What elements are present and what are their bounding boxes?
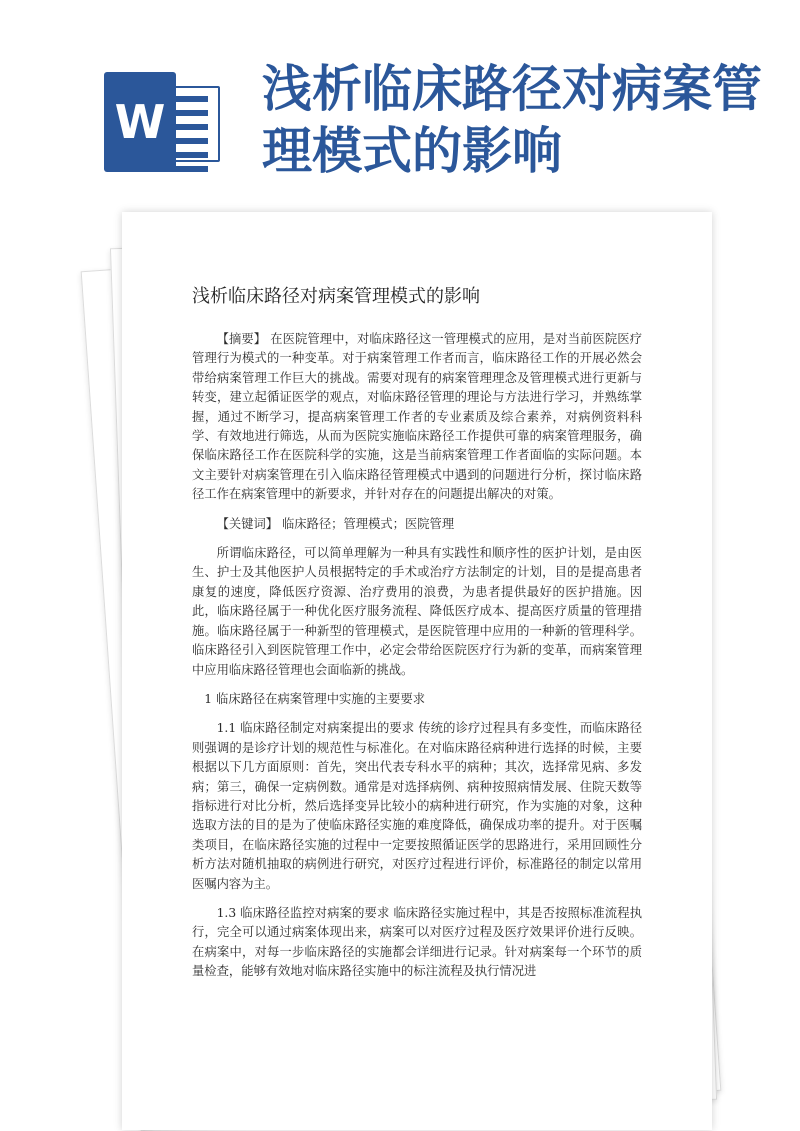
document-body: [192, 330, 642, 992]
header: [0, 0, 800, 210]
section-paragraph: 1.1 临床路径制定对病案提出的要求 传统的诊疗过程具有多变性，而临床路径则强调的是诊疗计划的规范性与标准化。在对临床路径病种进行选择的时候，主要根据以下几方面原则：首先，突出代表专科水平的病种；其次，选择常见病、多发病；第三，确保一定病例数。通常是对选择病例、病种按照病情发展、住院天数等指标进行对比分析，然后选择变异比较小的病种进行研究，作为实施的对象，这种选取方法的目的是为了使临床路径实施的难度降低，确保成功率的提升。对于医嘱类项目，在临床路径实施的过程中一定要按照循证医学的思路进行，采用回顾性分析方法对随机抽取的病例进行研究，对医疗过程进行评价，标准路径的制定以常用医嘱内容为主。: [192, 721, 642, 891]
keywords-paragraph: 【关键词】 临床路径；管理模式；医院管理: [216, 516, 455, 531]
document-title: 浅析临床路径对病案管理模式的影响: [192, 286, 480, 307]
document-page: [122, 212, 712, 1130]
abstract-paragraph: 【摘要】 在医院管理中，对临床路径这一管理模式的应用，是对当前医院医疗管理行为模式的一种变革。对于病案管理工作者而言，临床路径工作的开展必然会带给病案管理工作巨大的挑战。需要对现有的病案管理理念及管理模式进行更新与转变，建立起循证医学的观点，对临床路径管理的理论与方法进行学习，并熟练掌握，通过不断学习，提高病案管理工作者的专业素质及综合素养，对病例资料科学、有效地进行筛选，从而为医院实施临床路径工作提供可靠的病案管理服务，确保临床路径工作在医院科学的实施，这是当前病案管理工作者面临的实际问题。本文主要针对病案管理在引入临床路径管理模式中遇到的问题进行分析，探讨临床路径工作在病案管理中的新要求，并针对存在的问题提出解决的对策。: [192, 332, 642, 502]
intro-paragraph: 所谓临床路径，可以简单理解为一种具有实践性和顺序性的医护计划，是由医生、护士及其他医护人员根据特定的手术或治疗方法制定的计划，目的是提高患者康复的速度，降低医疗资源、治疗费用的浪费，为患者提供最好的医护措施。因此，临床路径属于一种优化医疗服务流程、降低医疗成本、提高医疗质量的管理措施。临床路径属于一种新型的管理模式，是医院管理中应用的一种新的管理科学。临床路径引入到医院管理工作中，必定会带给医院医疗行为新的变革，而病案管理中应用临床路径管理也会面临新的挑战。: [192, 546, 642, 677]
word-icon: [104, 72, 224, 172]
page-title: 浅析临床路径对病案管理模式的影响: [262, 60, 762, 180]
section-heading: 1 临床路径在病案管理中实施的主要要求: [204, 691, 426, 706]
word-logo-letter: W: [104, 72, 176, 172]
section-paragraph: 1.3 临床路径监控对病案的要求 临床路径实施过程中，其是否按照标准流程执行，完全可以通过病案体现出来，病案可以对医疗过程及医疗效果评价进行反映。在病案中，对每一步临床路径的实施都会详细进行记录。针对病案每一个环节的质量检查，能够有效地对临床路径实施中的标注流程及执行情况进: [192, 905, 642, 979]
